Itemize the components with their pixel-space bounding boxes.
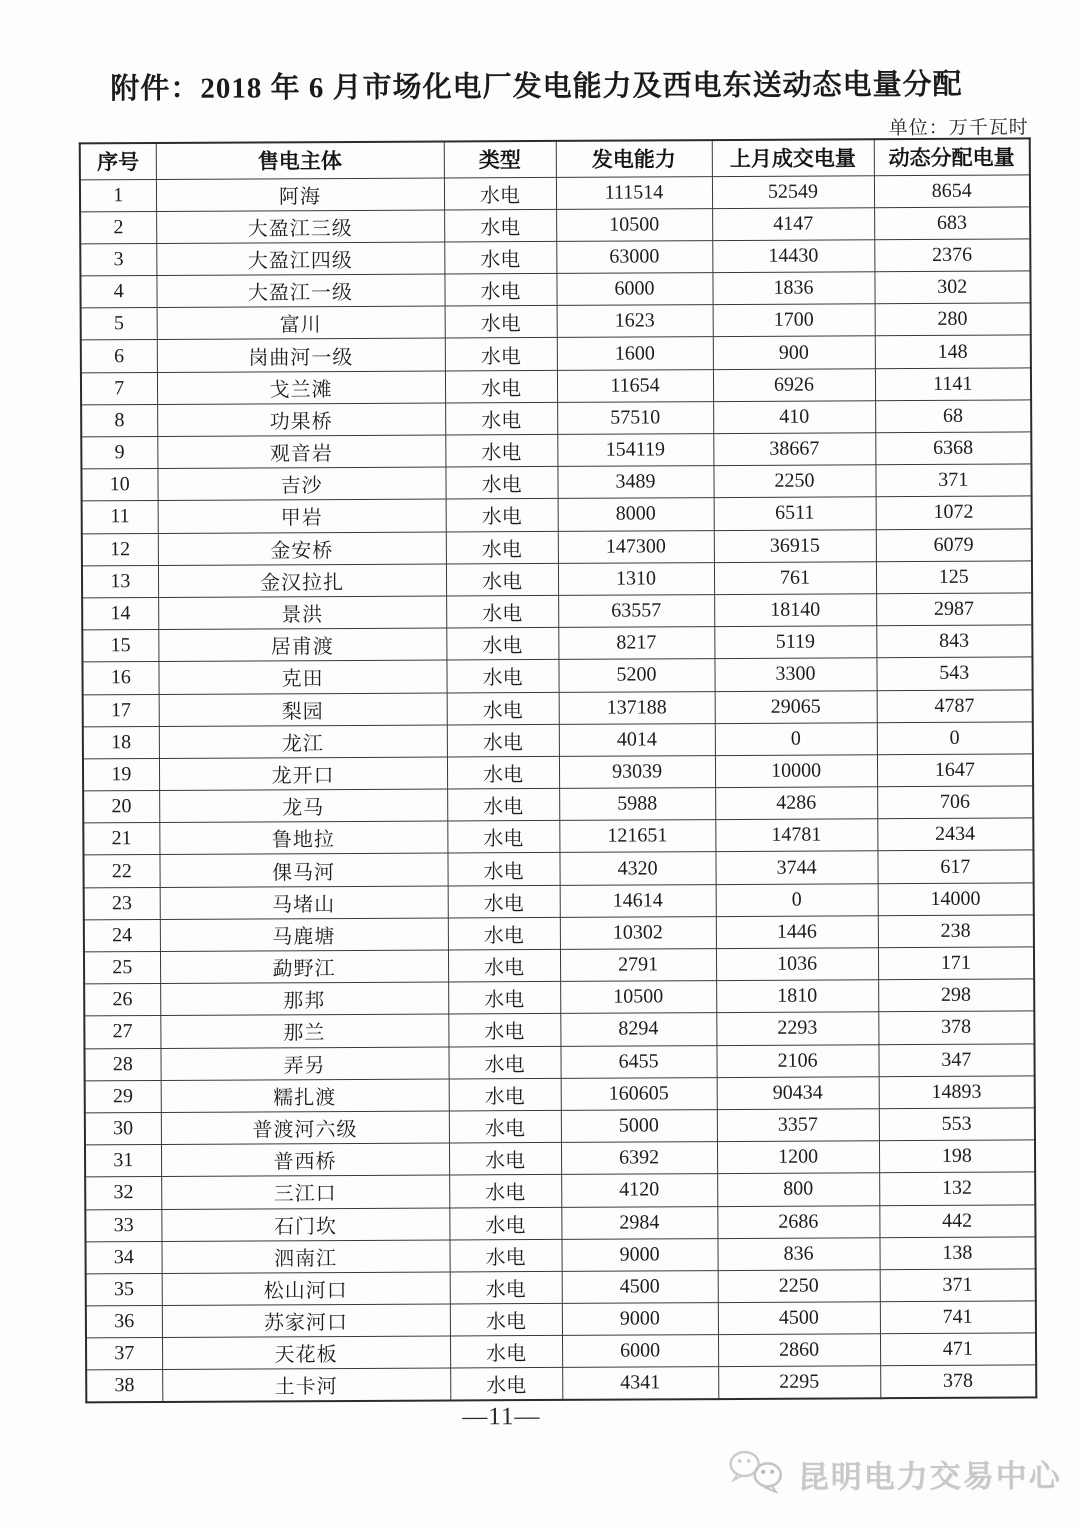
cell-entity: 弄另 [160,1047,448,1081]
cell-entity: 土卡河 [162,1368,450,1402]
cell-last-month-volume: 6511 [714,497,876,530]
table-row [84,1011,1034,1048]
cell-seq: 32 [85,1177,161,1210]
document-title: 附件：2018 年 6 月市场化电厂发电能力及西电东送动态电量分配 [110,68,963,106]
cell-dynamic-allocation: 14000 [878,883,1034,916]
cell-last-month-volume: 1810 [716,980,878,1013]
cell-seq: 13 [82,565,158,598]
cell-seq: 17 [83,694,159,727]
cell-type: 水电 [450,1368,562,1401]
cell-dynamic-allocation: 1072 [876,496,1032,529]
cell-capacity: 154119 [557,434,713,467]
cell-type: 水电 [449,1143,561,1176]
cell-last-month-volume: 5119 [714,626,876,659]
cell-last-month-volume: 14430 [712,240,874,273]
cell-capacity: 11654 [557,369,713,402]
table-row [85,1108,1035,1145]
table-row [86,1365,1036,1402]
table-row [80,239,1030,276]
cell-capacity: 4120 [561,1174,717,1207]
cell-capacity: 9000 [562,1303,718,1336]
cell-type: 水电 [444,273,556,306]
cell-seq: 9 [81,436,157,469]
cell-dynamic-allocation: 442 [879,1204,1035,1237]
cell-seq: 12 [82,533,158,566]
cell-dynamic-allocation: 683 [874,207,1030,240]
cell-dynamic-allocation: 238 [878,915,1034,948]
cell-type: 水电 [447,692,559,725]
unit-note: 单位：万千瓦时 [888,117,1029,140]
cell-entity: 龙开口 [159,757,447,791]
cell-seq: 7 [81,372,157,405]
cell-dynamic-allocation: 471 [880,1333,1036,1366]
table-row [81,303,1031,340]
cell-last-month-volume: 2686 [717,1205,879,1238]
cell-capacity: 10302 [560,916,716,949]
cell-last-month-volume: 3300 [714,658,876,691]
cell-type: 水电 [447,821,559,854]
cell-seq: 23 [84,887,160,920]
table-row [83,689,1033,726]
cell-entity: 倮马河 [159,853,447,887]
cell-seq: 6 [81,340,157,373]
cell-last-month-volume: 836 [717,1237,879,1270]
table-row [83,850,1033,887]
cell-entity: 富川 [157,306,445,340]
cell-entity: 甲岩 [158,499,446,533]
cell-last-month-volume: 4147 [712,207,874,240]
table-row [84,883,1034,920]
cell-type: 水电 [449,1207,561,1240]
cell-capacity: 160605 [561,1077,717,1110]
cell-capacity: 8217 [558,627,714,660]
cell-last-month-volume: 10000 [715,755,877,788]
wechat-icon [728,1447,790,1502]
cell-capacity: 5988 [559,788,715,821]
cell-type: 水电 [445,434,557,467]
cell-entity: 马堵山 [160,886,448,920]
cell-entity: 鲁地拉 [159,821,447,855]
cell-entity: 大盈江四级 [156,242,444,276]
cell-dynamic-allocation: 148 [875,335,1031,368]
cell-type: 水电 [449,1175,561,1208]
cell-capacity: 57510 [557,401,713,434]
cell-seq: 21 [83,823,159,856]
page-number: —11— [462,1403,541,1431]
table-row [82,528,1032,565]
cell-dynamic-allocation: 617 [877,850,1033,883]
cell-last-month-volume: 29065 [715,690,877,723]
cell-type: 水电 [445,370,557,403]
cell-capacity: 8294 [560,1013,716,1046]
cell-capacity: 111514 [556,176,712,209]
cell-last-month-volume: 900 [713,336,875,369]
column-header-dynamic-allocation: 动态分配电量 [874,138,1030,175]
cell-capacity: 63557 [558,595,714,628]
table-row [81,368,1031,405]
watermark [728,1445,1062,1502]
table-row [82,561,1032,598]
cell-seq: 3 [80,243,156,276]
cell-seq: 25 [84,951,160,984]
cell-seq: 5 [81,308,157,341]
cell-dynamic-allocation: 68 [875,400,1031,433]
cell-entity: 居甫渡 [158,628,446,662]
cell-type: 水电 [446,660,558,693]
cell-type: 水电 [447,724,559,757]
allocation-table [79,137,1038,1403]
cell-capacity: 9000 [561,1238,717,1271]
table-row [86,1333,1036,1370]
cell-capacity: 6455 [560,1045,716,1078]
cell-capacity: 137188 [559,691,715,724]
cell-type: 水电 [446,628,558,661]
cell-entity: 大盈江一级 [156,274,444,308]
cell-capacity: 6392 [561,1142,717,1175]
cell-last-month-volume: 0 [715,722,877,755]
cell-type: 水电 [444,177,556,210]
cell-seq: 19 [83,758,159,791]
cell-dynamic-allocation: 2376 [874,239,1030,272]
cell-dynamic-allocation: 706 [877,786,1033,819]
cell-capacity: 93039 [559,755,715,788]
cell-type: 水电 [449,1078,561,1111]
cell-type: 水电 [446,563,558,596]
table-row [84,947,1034,984]
cell-capacity: 10500 [560,981,716,1014]
cell-last-month-volume: 14781 [715,819,877,852]
table-row [83,722,1033,759]
table-row [85,1237,1035,1274]
cell-entity: 泗南江 [161,1240,449,1274]
column-header-entity: 售电主体 [156,141,444,179]
cell-entity: 那邦 [160,982,448,1016]
cell-last-month-volume: 4500 [718,1302,880,1335]
cell-capacity: 4320 [559,852,715,885]
cell-entity: 天花板 [162,1336,450,1370]
cell-type: 水电 [448,1014,560,1047]
cell-entity: 岗曲河一级 [157,338,445,372]
table-row [80,174,1030,211]
cell-last-month-volume: 1036 [716,948,878,981]
cell-last-month-volume: 2250 [718,1270,880,1303]
cell-entity: 金汉拉扎 [158,564,446,598]
cell-entity: 梨园 [159,692,447,726]
table-header-row [80,138,1030,179]
cell-type: 水电 [448,949,560,982]
table-row [86,1269,1036,1306]
cell-type: 水电 [449,1239,561,1272]
cell-last-month-volume: 2106 [716,1044,878,1077]
table-row [85,1140,1035,1177]
cell-capacity: 4014 [559,723,715,756]
cell-dynamic-allocation: 843 [876,625,1032,658]
cell-seq: 36 [86,1306,162,1339]
cell-seq: 38 [86,1370,162,1403]
cell-dynamic-allocation: 132 [879,1172,1035,1205]
table-row [81,400,1031,437]
table-row [85,1172,1035,1209]
cell-entity: 阿海 [156,177,444,211]
cell-type: 水电 [450,1271,562,1304]
cell-dynamic-allocation: 2434 [877,818,1033,851]
table-row [81,464,1031,501]
cell-last-month-volume: 90434 [717,1076,879,1109]
cell-last-month-volume: 52549 [712,175,874,208]
cell-type: 水电 [449,1110,561,1143]
cell-seq: 1 [80,179,156,212]
cell-type: 水电 [447,756,559,789]
cell-capacity: 8000 [558,498,714,531]
cell-type: 水电 [445,338,557,371]
cell-capacity: 1310 [558,562,714,595]
watermark-label: 昆明电力交易中心 [797,1458,1062,1495]
cell-type: 水电 [444,241,556,274]
table-row [83,754,1033,791]
cell-seq: 26 [84,984,160,1017]
cell-entity: 金安桥 [158,532,446,566]
cell-seq: 15 [82,630,158,663]
cell-seq: 30 [85,1112,161,1145]
table-row [84,979,1034,1016]
cell-last-month-volume: 2293 [716,1012,878,1045]
cell-dynamic-allocation: 6368 [875,432,1031,465]
cell-dynamic-allocation: 1141 [875,368,1031,401]
table-row [81,432,1031,469]
cell-last-month-volume: 1700 [713,304,875,337]
cell-last-month-volume: 3744 [715,851,877,884]
cell-seq: 31 [85,1145,161,1178]
cell-seq: 10 [81,469,157,502]
cell-seq: 33 [85,1209,161,1242]
cell-dynamic-allocation: 171 [878,947,1034,980]
cell-seq: 37 [86,1338,162,1371]
cell-last-month-volume: 3357 [717,1109,879,1142]
cell-type: 水电 [446,499,558,532]
cell-capacity: 6000 [562,1335,718,1368]
cell-capacity: 6000 [556,273,712,306]
cell-last-month-volume: 2860 [718,1334,880,1367]
table-row [81,335,1031,372]
table-row [82,496,1032,533]
cell-dynamic-allocation: 4787 [877,689,1033,722]
cell-capacity: 10500 [556,208,712,241]
cell-type: 水电 [447,853,559,886]
cell-type: 水电 [445,306,557,339]
cell-type: 水电 [450,1303,562,1336]
cell-last-month-volume: 1446 [716,916,878,949]
cell-capacity: 5200 [558,659,714,692]
cell-capacity: 3489 [557,466,713,499]
cell-type: 水电 [446,531,558,564]
cell-entity: 勐野江 [160,950,448,984]
cell-dynamic-allocation: 125 [876,561,1032,594]
cell-entity: 吉沙 [157,467,445,501]
cell-seq: 18 [83,726,159,759]
cell-entity: 大盈江三级 [156,210,444,244]
cell-dynamic-allocation: 198 [879,1140,1035,1173]
table-row [80,271,1030,308]
cell-last-month-volume: 38667 [713,433,875,466]
cell-seq: 2 [80,211,156,244]
cell-seq: 8 [81,404,157,437]
cell-last-month-volume: 410 [713,401,875,434]
cell-type: 水电 [446,595,558,628]
table-row [82,657,1032,694]
cell-entity: 三江口 [161,1175,449,1209]
cell-capacity: 1623 [557,305,713,338]
cell-last-month-volume: 18140 [714,594,876,627]
cell-type: 水电 [448,917,560,950]
cell-capacity: 147300 [558,530,714,563]
table-row [86,1301,1036,1338]
table-row [83,818,1033,855]
cell-seq: 22 [83,855,159,888]
cell-entity: 马鹿塘 [160,918,448,952]
cell-dynamic-allocation: 378 [880,1365,1036,1398]
cell-entity: 龙马 [159,789,447,823]
cell-dynamic-allocation: 741 [880,1301,1036,1334]
column-header-last-month-volume: 上月成交电量 [712,139,874,176]
table-row [82,593,1032,630]
cell-last-month-volume: 761 [714,561,876,594]
cell-last-month-volume: 4286 [715,787,877,820]
cell-type: 水电 [447,788,559,821]
cell-entity: 普渡河六级 [161,1111,449,1145]
cell-capacity: 63000 [556,240,712,273]
cell-dynamic-allocation: 371 [875,464,1031,497]
table-row [83,786,1033,823]
cell-entity: 普西桥 [161,1143,449,1177]
cell-last-month-volume: 1836 [712,272,874,305]
cell-dynamic-allocation: 1647 [877,754,1033,787]
cell-seq: 29 [85,1080,161,1113]
cell-capacity: 121651 [559,820,715,853]
cell-seq: 14 [82,597,158,630]
cell-capacity: 14614 [560,884,716,917]
cell-capacity: 4341 [562,1367,718,1400]
cell-dynamic-allocation: 6079 [876,528,1032,561]
cell-entity: 松山河口 [162,1272,450,1306]
cell-dynamic-allocation: 298 [878,979,1034,1012]
cell-seq: 24 [84,919,160,952]
cell-type: 水电 [448,885,560,918]
cell-capacity: 1600 [557,337,713,370]
table-row [84,1043,1034,1080]
table-row [85,1204,1035,1241]
cell-entity: 克田 [158,660,446,694]
cell-last-month-volume: 36915 [714,529,876,562]
cell-dynamic-allocation: 543 [876,657,1032,690]
cell-seq: 28 [84,1048,160,1081]
cell-dynamic-allocation: 0 [877,722,1033,755]
cell-dynamic-allocation: 371 [880,1269,1036,1302]
cell-last-month-volume: 800 [717,1173,879,1206]
cell-entity: 功果桥 [157,403,445,437]
cell-last-month-volume: 1200 [717,1141,879,1174]
cell-seq: 16 [82,662,158,695]
cell-entity: 那兰 [160,1014,448,1048]
cell-seq: 11 [82,501,158,534]
cell-seq: 4 [80,276,156,309]
cell-type: 水电 [445,402,557,435]
cell-capacity: 4500 [562,1270,718,1303]
cell-seq: 34 [85,1241,161,1274]
column-header-seq: 序号 [80,143,156,179]
cell-seq: 27 [84,1016,160,1049]
table-row [80,207,1030,244]
cell-dynamic-allocation: 280 [875,303,1031,336]
column-header-capacity: 发电能力 [556,140,712,177]
cell-entity: 观音岩 [157,435,445,469]
table-row [85,1076,1035,1113]
cell-dynamic-allocation: 302 [874,271,1030,304]
cell-type: 水电 [450,1336,562,1369]
cell-entity: 景洪 [158,596,446,630]
cell-dynamic-allocation: 553 [879,1108,1035,1141]
cell-dynamic-allocation: 2987 [876,593,1032,626]
cell-entity: 石门坎 [161,1207,449,1241]
cell-seq: 35 [86,1273,162,1306]
cell-dynamic-allocation: 138 [879,1237,1035,1270]
cell-last-month-volume: 2295 [718,1366,880,1399]
cell-capacity: 2791 [560,949,716,982]
table-row [82,625,1032,662]
cell-type: 水电 [445,467,557,500]
cell-capacity: 2984 [561,1206,717,1239]
cell-capacity: 5000 [561,1110,717,1143]
table-row [84,915,1034,952]
column-header-type: 类型 [444,141,556,178]
cell-entity: 戈兰滩 [157,371,445,405]
cell-entity: 龙江 [159,725,447,759]
cell-dynamic-allocation: 8654 [874,174,1030,207]
cell-dynamic-allocation: 14893 [879,1076,1035,1109]
cell-type: 水电 [448,1046,560,1079]
cell-last-month-volume: 6926 [713,368,875,401]
cell-last-month-volume: 0 [716,883,878,916]
cell-seq: 20 [83,791,159,824]
cell-dynamic-allocation: 378 [878,1011,1034,1044]
cell-entity: 苏家河口 [162,1304,450,1338]
cell-last-month-volume: 2250 [713,465,875,498]
cell-dynamic-allocation: 347 [878,1043,1034,1076]
cell-type: 水电 [444,209,556,242]
cell-type: 水电 [448,982,560,1015]
cell-entity: 糯扎渡 [161,1079,449,1113]
